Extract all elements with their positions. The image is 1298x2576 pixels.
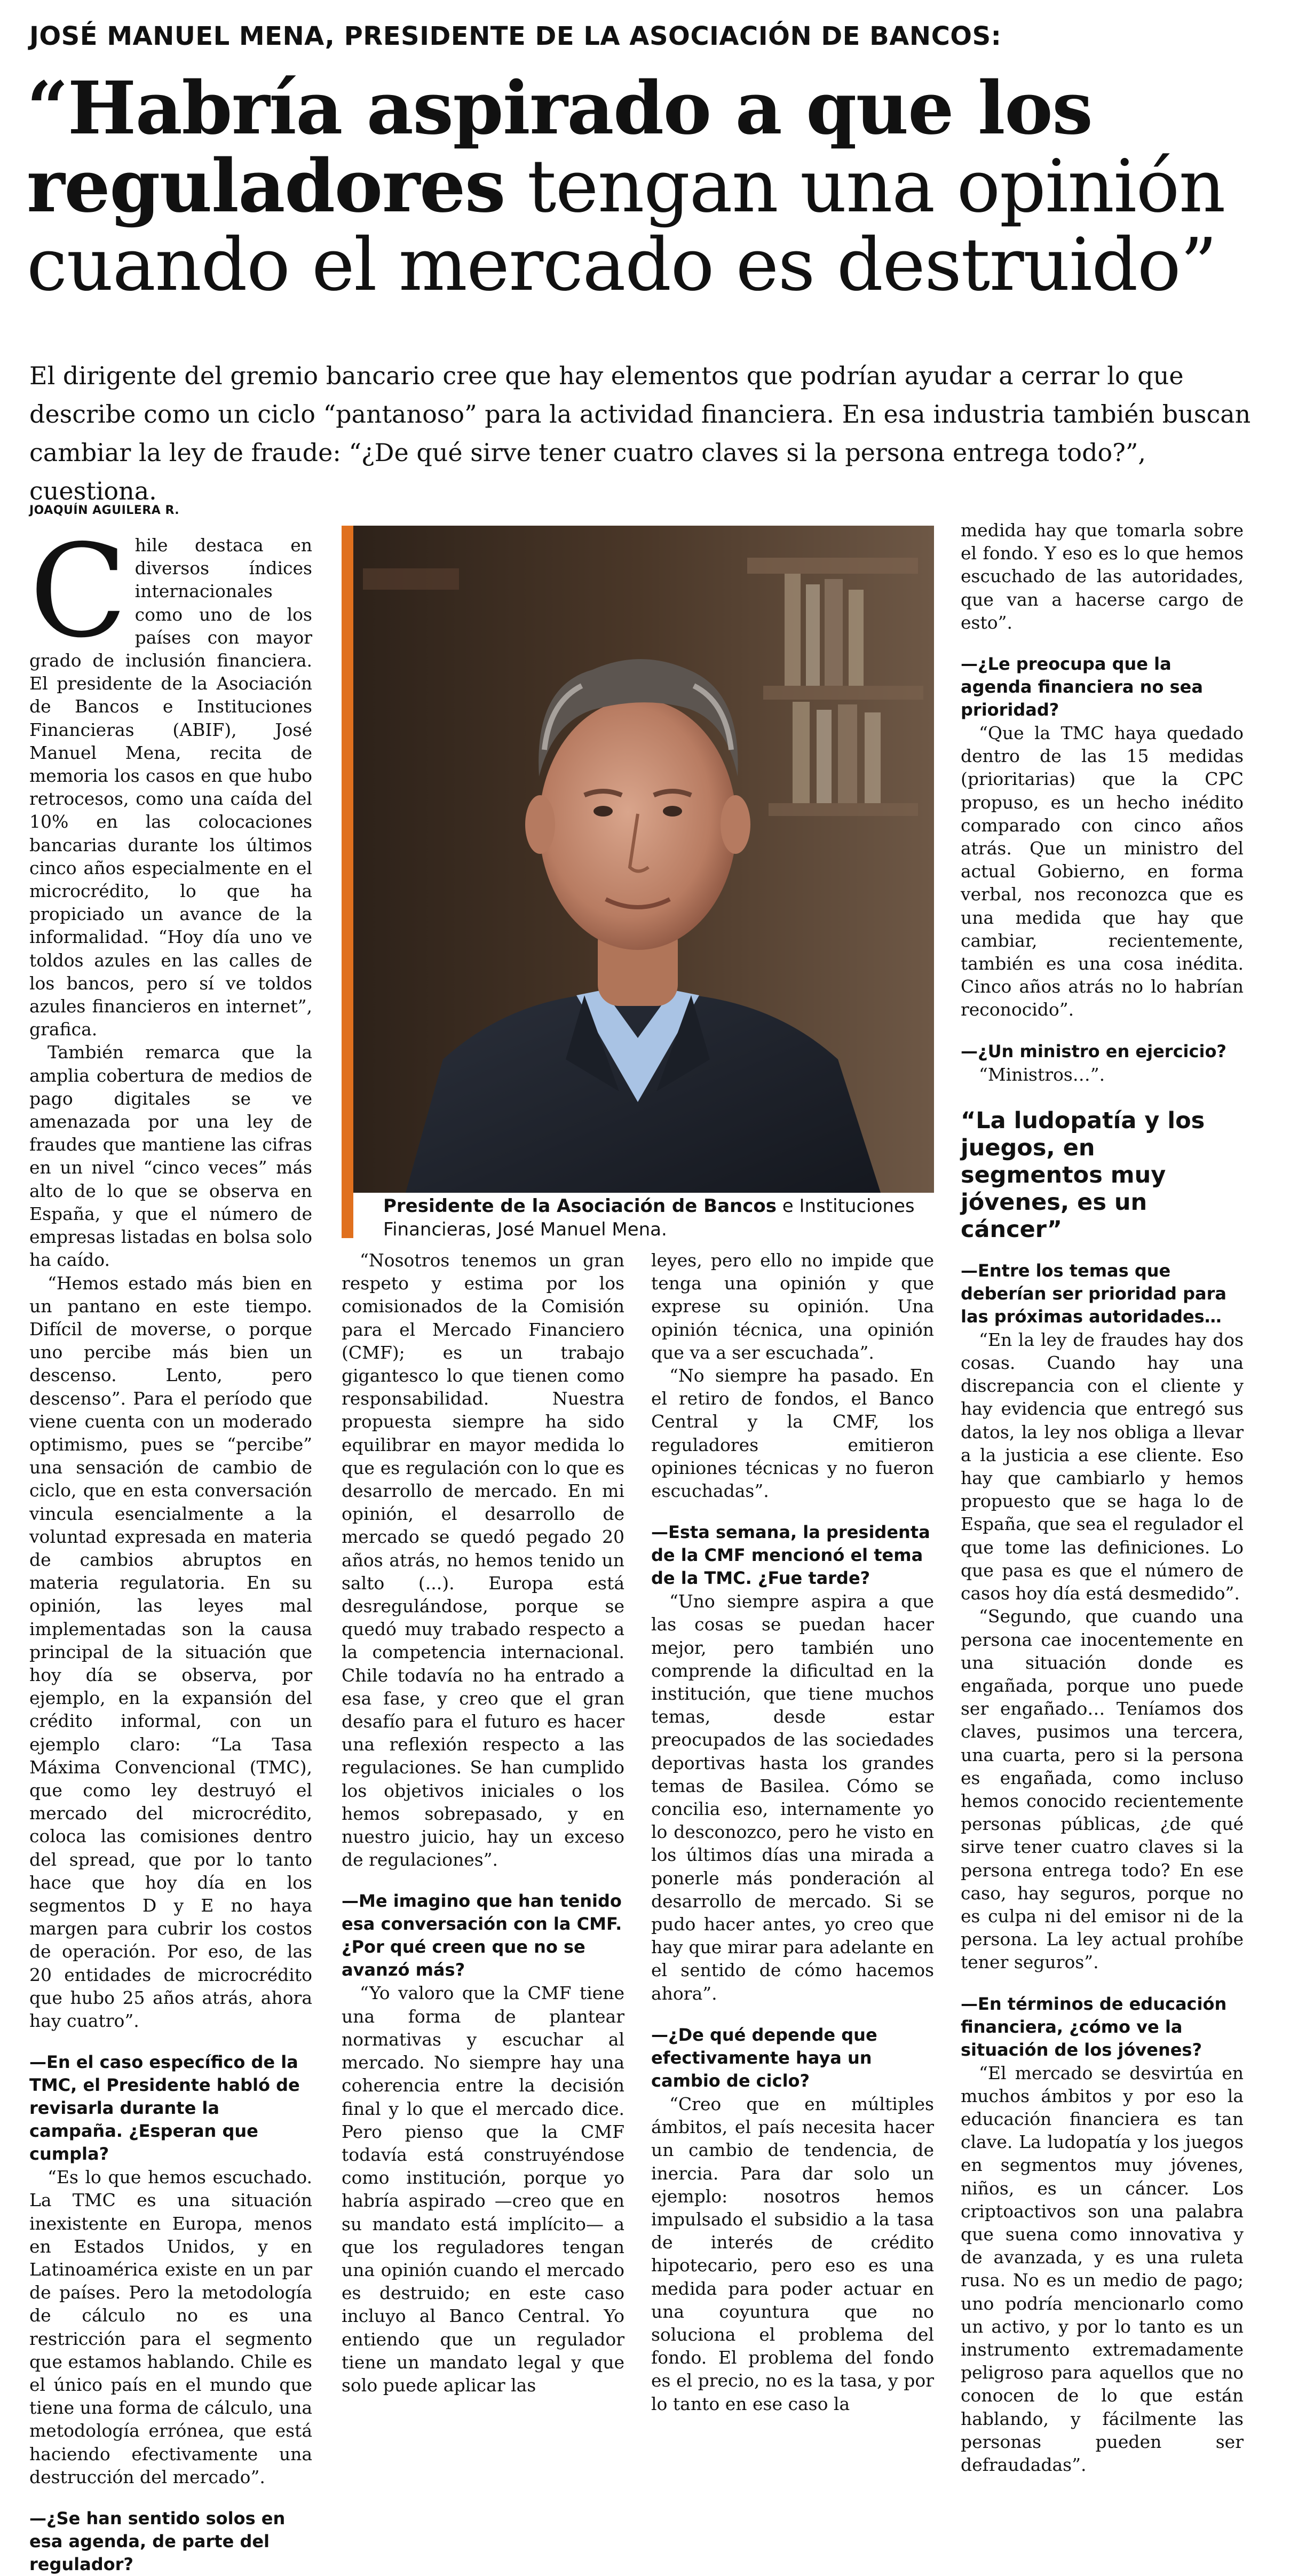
interview-question: —¿De qué depende que efectivamente haya un cambio de ciclo? xyxy=(651,2024,877,2091)
caption-bold: Presidente de la Asociación de Bancos xyxy=(383,1195,777,1217)
article-lead: El dirigente del gremio bancario cree que hay elementos que podrían ayudar a cerrar lo que describe como un ciclo “pantanoso” para la actividad financiera. En esa industria también buscan cambiar la ley de fraude: “¿De qué sirve tener cuatro claves si la persona entrega todo?”, cuestiona. xyxy=(29,361,1251,505)
article-kicker: JOSÉ MANUEL MENA, PRESIDENTE DE LA ASOCIACIÓN DE BANCOS: xyxy=(29,21,1002,51)
interview-question: —Me imagino que han tenido esa conversación con la CMF. ¿Por qué creen que no se avanzó más? xyxy=(342,1891,622,1980)
interview-question: —¿Un ministro en ejercicio? xyxy=(961,1041,1226,1061)
body-paragraph: medida hay que tomarla sobre el fondo. Y eso es lo que hemos escuchado de las autoridades, que van a hacerse cargo de esto”. xyxy=(961,520,1244,633)
interview-question: —¿Le preocupa que la agenda financiera no sea prioridad? xyxy=(961,654,1203,720)
portrait-illustration xyxy=(342,526,934,1193)
headline-line2-rest: tengan una opinión xyxy=(505,145,1225,229)
body-paragraph: “No siempre ha pasado. En el retiro de fondos, el Banco Central y la CMF, los reguladores emitieron opiniones técnicas y no fueron escuchadas”. xyxy=(651,1365,934,1502)
body-paragraph: “El mercado se desvirtúa en muchos ámbitos y por eso la educación financiera es tan clave. La ludopatía y los juegos en segmentos muy jóvenes, niños, es un cáncer. Los criptoactivos son una palabra que suena como innovativa y de avanzada, y es una ruleta rusa. No es un medio de pago; uno podría mencionarlo como un activo, y por lo tanto es un instrumento extremadamente peligroso para aquellos que no conocen de lo que están hablando, y fácilmente las personas pueden ser defraudadas”. xyxy=(961,2062,1244,2475)
body-paragraph: “Es lo que hemos escuchado. La TMC es una situación inexistente en Europa, menos en Estados Unidos, y en Latinoamérica existe en un par de países. Pero la metodología de cálculo no es una restricción para el segmento que estamos hablando. Chile es el único país en el mundo que tiene una forma de cálculo, una metodología errónea, que está haciendo efectivamente una destrucción del mercado”. xyxy=(29,2167,312,2487)
pull-quote: “La ludopatía y los juegos, en segmentos muy jóvenes, es un cáncer” xyxy=(961,1107,1205,1243)
body-paragraph: “Hemos estado más bien en un pantano en este tiempo. Difícil de moverse, o porque uno percibe más bien un descenso. Lento, pero descenso”. Para el período que viene cuenta con un moderado optimismo, pues se “percibe” una sensación de cambio de ciclo, que en esta conversación vincula esencialmente a la voluntad expresada en materia de cambios abruptos en materia regulatoria. En su opinión, las leyes mal implementadas son la causa principal de la situación que hoy día se observa, por ejemplo, en la expansión del crédito informal, con un ejemplo claro: “La Tasa Máxima Convencional (TMC), que como ley destruyó el mercado del microcrédito, coloca las comisiones dentro del spread, que por lo tanto hace que hoy día en los segmentos D y E no haya margen para cubrir los costos de operación. Por eso, de las 20 entidades de microcrédito que hubo 25 años atrás, ahora hay cuatro”. xyxy=(29,1272,312,2031)
article-column-1 xyxy=(29,517,312,2575)
body-paragraph: “Ministros…”. xyxy=(979,1064,1105,1085)
article-column-2 xyxy=(342,1249,624,2396)
headline-line3: cuando el mercado es destruido” xyxy=(27,223,1217,307)
body-paragraph: leyes, pero ello no impide que tenga una opinión y que exprese su opinión. Una opinión técnica, una opinión que va a ser escuchada”. xyxy=(651,1250,934,1363)
interview-question: —En el caso específico de la TMC, el Presidente habló de revisarla durante la campaña. ¿Esperan que cumpla? xyxy=(29,2052,300,2165)
body-paragraph: “Yo valoro que la CMF tiene una forma de plantear normativas y escuchar al mercado. No siempre hay una coherencia entre la decisión final y lo que el mercado dice. Pero pienso que la CMF todavía está construyéndose como institución, porque yo habría aspirado —creo que en su mandato está implícito— a que los reguladores tengan una opinión cuando el mercado es destruido; en este caso incluyo al Banco Central. Yo entiendo que un regulador tiene un mandato legal y que solo puede aplicar las xyxy=(342,1983,624,2396)
body-paragraph: También remarca que la amplia cobertura de medios de pago digitales se ve amenazada por una ley de fraudes que mantiene las cifras en un nivel “cinco veces” más alto de lo que se observa en España, y que el número de empresas listadas en bolsa solo ha caído. xyxy=(29,1042,312,1271)
interview-question: —En términos de educación financiera, ¿cómo ve la situación de los jóvenes? xyxy=(961,1993,1227,2060)
body-paragraph: “Creo que en múltiples ámbitos, el país necesita hacer un cambio de tendencia, de inercia. Para dar solo un ejemplo: nosotros hemos impulsado el subsidio a la tasa de interés de crédito hipotecario, pero eso es una medida para poder actuar en una coyuntura que no soluciona el problema del fondo. El problema del fondo es el precio, no es la tasa, y por lo tanto en ese caso la xyxy=(651,2093,934,2414)
article-byline: JOAQUÍN AGUILERA R. xyxy=(29,504,180,517)
photo-caption xyxy=(383,1194,933,1241)
drop-cap: C xyxy=(29,517,128,666)
caption-rest: e Instituciones Financieras, José Manuel Mena. xyxy=(383,1195,915,1240)
paragraph-text: hile destaca en diversos índices internacionales como uno de los países con mayor grado de inclusión financiera. El presidente de la Asociación de Bancos e Instituciones Financieras (ABIF), José Manuel Mena, recita de memoria los casos en que hubo retrocesos, como una caída del 10% en las colocaciones bancarias durante los últimos cinco años especialmente en el microcrédito, lo que ha propiciado un avance de la informalidad. “Hoy día uno ve toldos azules en las calles de los bancos, pero sí ve toldos azules financieros en internet”, grafica. xyxy=(29,535,312,1040)
body-paragraph: “Nosotros tenemos un gran respeto y estima por los comisionados de la Comisión para el Mercado Financiero (CMF); es un trabajo gigantesco lo que tienen como responsabilidad. Nuestra propuesta siempre ha sido equilibrar en mayor medida lo que es regulación con lo que es desarrollo de mercado. En mi opinión, el desarrollo de mercado se quedó pegado 20 años atrás, no hemos tenido un salto (...). Europa está desregulándose, porque se quedó muy trabado respecto a la competencia internacional. Chile todavía no ha entrado a esa fase, y creo que el gran desafío para el futuro es hacer una reflexión respecto a las regulaciones. Se han cumplido los objetivos iniciales o los hemos sobrepasado, y en nuestro juicio, hay un exceso de regulaciones”. xyxy=(342,1250,624,1870)
body-paragraph: “Segundo, que cuando una persona cae inocentemente en una situación donde es engañada, porque uno puede ser engañado… Teníamos dos claves, pusimos una tercera, una cuarta, pero si la persona es engañada, como incluso hemos conocido recientemente personas públicas, ¿de qué sirve tener cuatro claves si la persona entrega todo? En ese caso, hay seguros, porque no es culpa ni del emisor ni de la persona. La ley actual prohíbe tener seguros”. xyxy=(961,1606,1244,1973)
body-paragraph xyxy=(29,517,312,1041)
headline-line1: “Habría aspirado a que los xyxy=(27,66,1093,151)
article-headline xyxy=(27,66,1276,307)
interview-question: —Esta semana, la presidenta de la CMF mencionó el tema de la TMC. ¿Fue tarde? xyxy=(651,1522,930,1589)
body-paragraph: “Que la TMC haya quedado dentro de las 15 medidas (prioritarias) que la CPC propuso, es un hecho inédito comparado con cinco años atrás. Que un ministro del actual Gobierno, en forma verbal, nos reconozca que es una medida que hay que cambiar, recientemente, también es una cosa inédita. Cinco años atrás no lo habrían reconocido”. xyxy=(961,723,1244,1020)
interview-question: —¿Se han sentido solos en esa agenda, de parte del regulador? xyxy=(29,2508,286,2575)
article-column-4 xyxy=(961,519,1244,2475)
body-paragraph: “Uno siempre aspira a que las cosas se puedan hacer mejor, pero también uno comprende la dificultad en la institución, que tiene muchos temas, desde estar preocupados de las sociedades deportivas hasta los grandes temas de Basilea. Cómo se concilia eso, internamente yo lo desconozco, pero he visto en los últimos días una mirada a ponerle más ponderación al desarrollo de mercado. Si se pudo hacer antes, yo creo que hay que mirar para adelante en el sentido de cómo hacemos ahora”. xyxy=(651,1591,934,2004)
photo-accent-bar xyxy=(342,526,353,1238)
article-column-3 xyxy=(651,1249,934,2414)
portrait-photo xyxy=(342,526,934,1193)
headline-line2-bold: reguladores xyxy=(27,144,505,229)
interview-question: —Entre los temas que deberían ser prioridad para las próximas autoridades… xyxy=(961,1260,1226,1327)
body-paragraph: “En la ley de fraudes hay dos cosas. Cuando hay una discrepancia con el cliente y hay evidencia que entregó sus datos, la ley nos obliga a llevar a la justicia a ese cliente. Eso hay que cambiarlo y hemos propuesto que se haga lo de España, que sea el regulador el que tome las definiciones. Lo que pasa es que el número de casos hoy día está desmedido”. xyxy=(961,1329,1244,1604)
